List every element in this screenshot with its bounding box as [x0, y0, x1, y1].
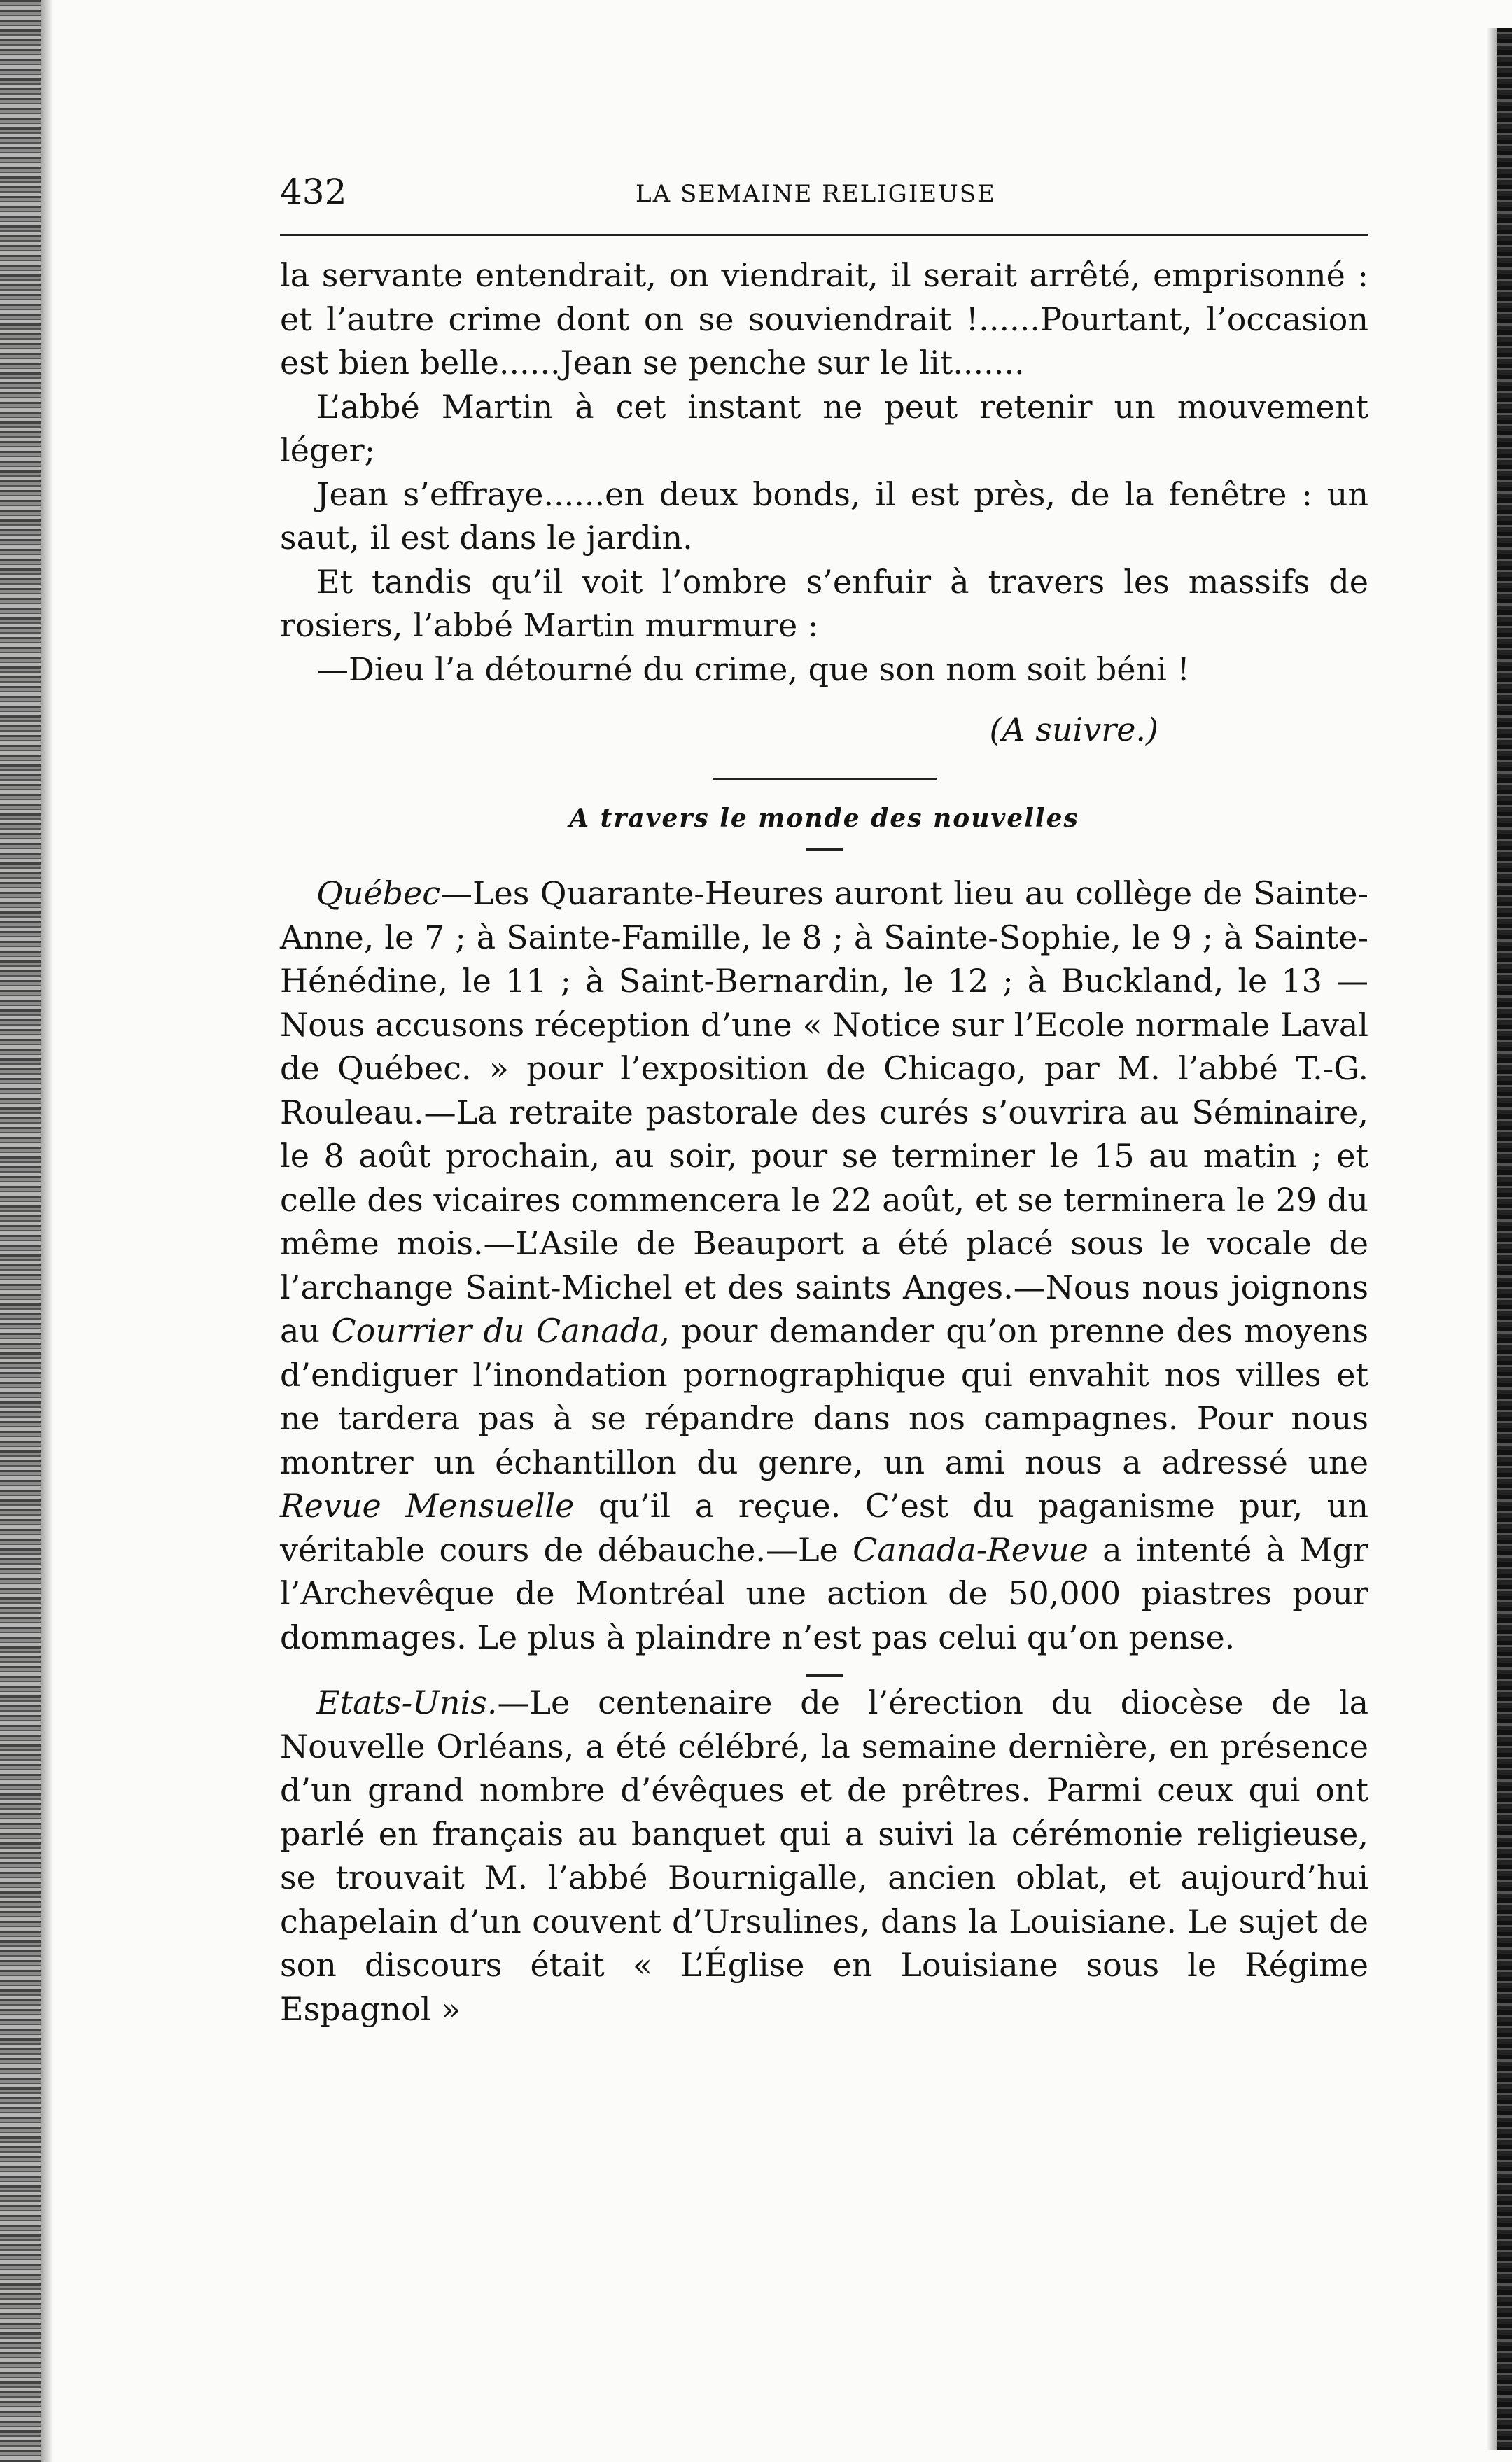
news-divider — [806, 1674, 843, 1677]
etats-unis-news-paragraph — [280, 1681, 1368, 2031]
page-header — [280, 171, 1365, 220]
page-number: 432 — [280, 172, 347, 212]
section-heading: A travers le monde des nouvelles — [569, 804, 1079, 833]
etats-unis-label: Etats-Unis. — [316, 1684, 498, 1721]
revue-title: Revue Mensuelle — [280, 1487, 575, 1525]
quebec-text-3: qu’il a reçue. C’est du paganisme pur, un véritable cours de débauche.—Le — [280, 1487, 1368, 1569]
heading-dash — [806, 848, 843, 851]
story-paragraph: Et tandis qu’il voit l’ombre s’enfuir à travers les massifs de rosiers, l’abbé Martin murmure : — [280, 562, 1368, 644]
story-paragraph: —Dieu l’a détourné du crime, que son nom soit béni ! — [316, 650, 1190, 688]
courrier-title: Courrier du Canada — [331, 1312, 660, 1350]
canada-revue-title: Canada-Revue — [853, 1530, 1088, 1569]
quebec-label: Québec — [316, 874, 440, 912]
scan-edge-right — [1497, 28, 1512, 2450]
running-title: LA SEMAINE RELIGIEUSE — [636, 180, 996, 208]
header-rule — [280, 234, 1368, 236]
quebec-text-2: , pour demander qu’on prenne des moyens d’endiguer l’inondation pornographique qui envahit nos villes et ne tardera pas à se répandre dans nos campagnes. Pour nous montrer un échantillon du genre, un ami nous a adressé une — [280, 1312, 1368, 1481]
continued-note: (A suivre.) — [989, 711, 1158, 748]
scan-edge-left — [0, 0, 41, 2462]
story-paragraph: L’abbé Martin à cet instant ne peut retenir un mouvement léger; — [280, 387, 1368, 469]
quebec-text-1: —Les Quarante-Heures auront lieu au collège de Sainte-Anne, le 7 ; à Sainte-Famille, le 8 ; à Sainte-Sophie, le 9 ; à Sainte-Hénédine, le 11 ; à Saint-Bernardin, le 12 ; à Buckland, le 13 —Nous accusons réception d’une « Notice sur l’Ecole normale Laval de Québec. » pour l’exposition de Chicago, par M. l’abbé T.-G. Rouleau.—La retraite pastorale des curés s’ouvrira au Séminaire, le 8 août prochain, au soir, pour se terminer le 15 au matin ; et celle des vicaires commencera le 22 août, et se terminera le 29 du même mois.—L’Asile de Beauport a été placé sous le vocale de l’archange Saint-Michel et des saints Anges.—Nous nous joignons au — [280, 874, 1368, 1350]
section-divider — [713, 778, 937, 780]
story-paragraph: Jean s’effraye......en deux bonds, il est près, de la fenêtre : un saut, il est dans le jardin. — [280, 475, 1368, 557]
scan-shadow-right — [1487, 28, 1497, 2450]
quebec-text-4: a intenté à Mgr l’Archevêque de Montréal une action de 50,000 piastres pour dommages. Le plus à plaindre n’est pas celui qu’on pense. — [280, 1530, 1368, 1656]
story-paragraph: la servante entendrait, on viendrait, il serait arrêté, emprisonné : et l’autre crime dont on se souviendrait !......Pourtant, l’occasion est bien belle......Jean se penche sur le lit....... — [280, 256, 1368, 382]
quebec-news-paragraph — [280, 872, 1368, 1659]
etats-unis-text: —Le centenaire de l’érection du diocèse de la Nouvelle Orléans, a été célébré, la semaine dernière, en présence d’un grand nombre d’évêques et de prêtres. Parmi ceux qui ont parlé en français au banquet qui a suivi la cérémonie religieuse, se trouvait M. l’abbé Bournigalle, ancien oblat, et aujourd’hui chapelain d’un couvent d’Ursulines, dans la Louisiane. Le sujet de son discours était « L’Église en Louisiane sous le Régime Espagnol » — [280, 1684, 1368, 2028]
scan-shadow-left — [41, 0, 53, 2462]
page-body — [280, 253, 1368, 2031]
